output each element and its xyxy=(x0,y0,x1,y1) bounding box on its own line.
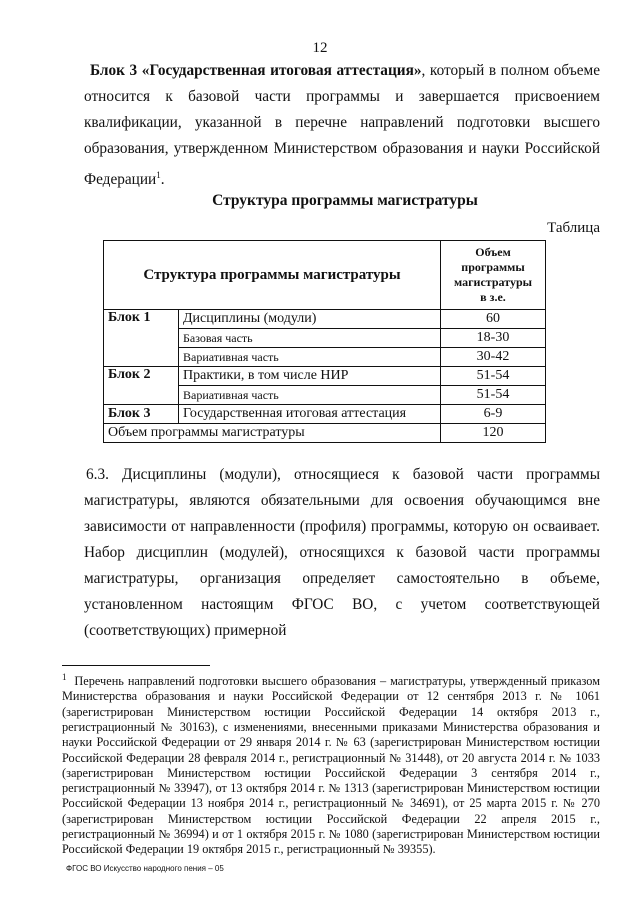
table-header-row xyxy=(104,241,546,310)
page-number: 12 xyxy=(312,40,328,56)
row-value: 6-9 xyxy=(441,405,546,424)
total-label: Объем программы магистратуры xyxy=(104,424,441,443)
table-row xyxy=(104,310,546,329)
row-value: 51-54 xyxy=(441,367,546,386)
section-title: Структура программы магистратуры xyxy=(212,192,478,209)
row-name: Государственная итоговая аттестация xyxy=(179,405,441,424)
footer-text: ФГОС ВО Искусство народного пения – 05 xyxy=(66,864,224,873)
footnote-text: Перечень направлений подготовки высшего образования – магистратуры, утвержденный приказом Министерства образования и науки Российской Федерации от 12 сентября 2013 г. № 1061 (зарегистрирован Министерством юстиции Российской Федерации 14 октября 2013 г., регистрационный № 30163), с изменениями, внесенными приказами Министерства образования и науки Российской Федерации от 29 января 2014 г. № 63 (зарегистрирован Министерством юстиции Российской Федерации 28 февраля 2014 г., регистрационный № 31448), от 20 августа 2014 г. № 1033 (зарегистрирован Министерством юстиции Российской Федерации 3 сентября 2014 г., регистрационный № 33947), от 13 октября 2014 г. № 1313 (зарегистрирован Министерством юстиции Российской Федерации 13 ноября 2014 г., регистрационный № 34691), от 25 марта 2015 г. № 270 (зарегистрирован Министерством юстиции Российской Федерации 22 апреля 2015 г., регистрационный № 36994) и от 1 октября 2015 г. № 1080 (зарегистрирован Министерством юстиции Российской Федерации 19 октября 2015 г., регистрационный № 39355). xyxy=(62,674,601,857)
row-value: 30-42 xyxy=(441,348,546,367)
row-name: Базовая часть xyxy=(179,329,441,348)
footnote-divider xyxy=(62,665,210,666)
row-name: Дисциплины (модули) xyxy=(179,310,441,329)
block-cell: Блок 3 xyxy=(104,405,179,424)
footnote xyxy=(62,670,600,858)
row-value: 51-54 xyxy=(441,386,546,405)
block-cell: Блок 1 xyxy=(104,310,179,367)
table-header-right: Объем программы магистратуры в з.е. xyxy=(441,241,546,310)
row-value: 60 xyxy=(441,310,546,329)
block-cell: Блок 2 xyxy=(104,367,179,405)
table-row xyxy=(104,367,546,386)
table-row xyxy=(104,405,546,424)
table-header-left: Структура программы магистратуры xyxy=(104,241,441,310)
footnote-marker: 1 xyxy=(62,672,67,682)
block3-text: , который в полном объеме относится к базовой части программы и завершается присвоением квалификации, указанной в перечне направлений подготовки высшего образования, утвержденном Министерством образования и науки Российской Федерации xyxy=(84,62,600,189)
footnote-ref[interactable]: 1 xyxy=(156,170,161,180)
block3-title: Блок 3 «Государственная итоговая аттестация» xyxy=(90,62,422,79)
program-structure-table xyxy=(103,240,546,443)
table-total-row xyxy=(104,424,546,443)
row-name: Вариативная часть xyxy=(179,386,441,405)
block3-paragraph: Блок 3 «Государственная итоговая аттестация», который в полном объеме относится к базовой части программы и завершается присвоением квалификации, указанной в перечне направлений подготовки высшего образования, утвержденном Министерством образования и науки Российской Федерации$^1$. xyxy=(84,62,600,189)
row-name: Практики, в том числе НИР xyxy=(179,367,441,386)
table-label: Таблица xyxy=(547,220,600,236)
total-value: 120 xyxy=(441,424,546,443)
row-name: Вариативная часть xyxy=(179,348,441,367)
row-value: 18-30 xyxy=(441,329,546,348)
paragraph-6-3: 6.3. Дисциплины (модули), относящиеся к базовой части программы магистратуры, являются обязательными для освоения обучающимся вне зависимости от направленности (профиля) программы, которую он осваивает. Набор дисциплин (модулей), относящихся к базовой части программы магистратуры, организация определяет самостоятельно в объеме, установленном настоящим ФГОС ВО, с учетом соответствующей (соответствующих) примерной xyxy=(84,466,600,639)
